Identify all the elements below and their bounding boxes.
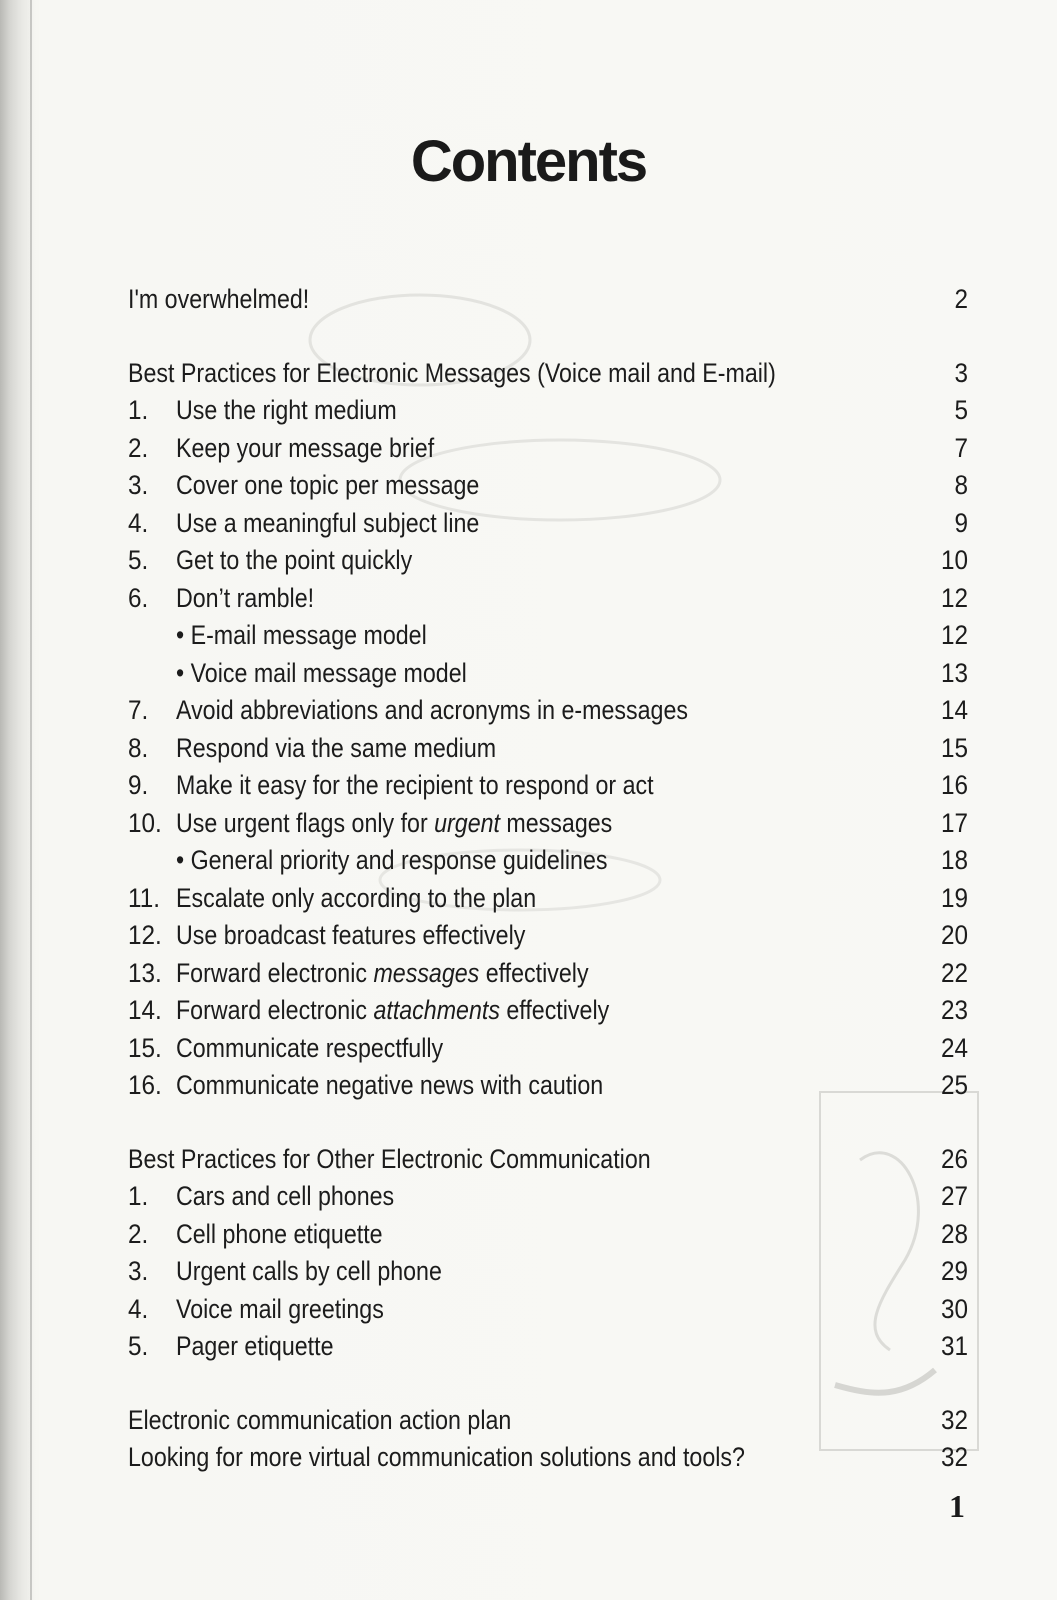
toc-entry-title: Pager etiquette bbox=[176, 1331, 334, 1361]
toc-entry-number bbox=[128, 955, 166, 993]
toc-page-number: 14 bbox=[940, 695, 968, 725]
toc-entry-title: Communicate negative news with caution bbox=[176, 1070, 604, 1100]
toc-page-number: 13 bbox=[940, 657, 968, 688]
toc-page-number: 23 bbox=[940, 995, 968, 1025]
toc-entry-number bbox=[128, 505, 151, 543]
toc-entry-title-part: effectively bbox=[479, 957, 589, 988]
toc-entry-number bbox=[128, 1030, 166, 1068]
toc-entry-number-text: 9. bbox=[128, 770, 149, 800]
page-title: Contents bbox=[410, 129, 647, 194]
toc-entry-title-emphasis: attachments bbox=[373, 995, 500, 1025]
toc-entry bbox=[128, 730, 968, 768]
book-spine bbox=[0, 0, 34, 1600]
toc-entry bbox=[128, 392, 968, 430]
toc-entry-number bbox=[128, 1291, 151, 1329]
toc-page-number: 26 bbox=[940, 1143, 968, 1174]
toc-entry-number bbox=[128, 1067, 166, 1105]
toc-section-heading bbox=[128, 281, 968, 319]
toc-entry-number-text: 15. bbox=[128, 1032, 162, 1063]
toc-entry bbox=[128, 542, 968, 580]
toc-entry-number-text: 1. bbox=[128, 395, 149, 425]
toc-entry-title: Cover one topic per message bbox=[176, 470, 480, 500]
toc-entry-title: Use the right medium bbox=[176, 395, 397, 425]
table-of-contents bbox=[128, 281, 968, 1477]
toc-entry bbox=[128, 467, 968, 505]
toc-entry-number-text: 14. bbox=[128, 995, 162, 1025]
toc-entry-number bbox=[128, 992, 166, 1030]
toc-page-number: 8 bbox=[954, 470, 968, 500]
toc-entry-title: Keep your message brief bbox=[176, 432, 435, 463]
toc-entry-number-text: 8. bbox=[128, 732, 149, 763]
toc-entry bbox=[128, 1216, 968, 1254]
toc-page-number: 19 bbox=[940, 882, 968, 913]
toc-page-number: 12 bbox=[940, 582, 968, 613]
toc-entry-number-text: 3. bbox=[128, 1256, 149, 1286]
toc-page-number: 7 bbox=[954, 432, 968, 463]
toc-entry-number bbox=[128, 542, 151, 580]
toc-entry-title: Make it easy for the recipient to respond or act bbox=[176, 770, 654, 800]
toc-page-number: 24 bbox=[940, 1032, 968, 1063]
toc-page-number: 27 bbox=[940, 1181, 968, 1211]
toc-entry-title: Cars and cell phones bbox=[176, 1181, 395, 1211]
toc-entry-title: • E-mail message model bbox=[176, 620, 427, 650]
toc-entry-title bbox=[176, 805, 612, 843]
toc-entry-number bbox=[128, 1253, 151, 1291]
toc-entry-number-text: 3. bbox=[128, 470, 149, 500]
toc-page-number: 12 bbox=[940, 620, 968, 650]
toc-entry-title: Best Practices for Electronic Messages (Voice mail and E-mail) bbox=[128, 357, 776, 388]
toc-page-number: 30 bbox=[940, 1293, 968, 1324]
toc-page-number: 31 bbox=[940, 1331, 968, 1361]
toc-entry bbox=[128, 767, 968, 805]
toc-entry-number bbox=[128, 805, 166, 843]
toc-entry-number-text: 12. bbox=[128, 920, 162, 950]
toc-section-heading bbox=[128, 355, 968, 393]
toc-entry-title: Use a meaningful subject line bbox=[176, 507, 480, 538]
toc-entry-number-text: 5. bbox=[128, 545, 149, 575]
toc-entry-number bbox=[128, 880, 164, 918]
toc-entry bbox=[128, 692, 968, 730]
toc-entry-number-text: 10. bbox=[128, 807, 162, 838]
toc-entry-number bbox=[128, 917, 166, 955]
toc-entry bbox=[128, 505, 968, 543]
toc-entry-number-text: 2. bbox=[128, 1218, 149, 1249]
section-gap bbox=[128, 1366, 968, 1402]
toc-entry-number bbox=[128, 392, 151, 430]
toc-entry-title-emphasis: urgent bbox=[434, 807, 500, 838]
toc-page-number: 18 bbox=[940, 845, 968, 875]
toc-page-number: 10 bbox=[940, 545, 968, 575]
toc-entry bbox=[128, 1253, 968, 1291]
toc-page-number: 29 bbox=[940, 1256, 968, 1286]
toc-entry-title: Best Practices for Other Electronic Communication bbox=[128, 1143, 651, 1174]
toc-entry-number-text: 13. bbox=[128, 957, 162, 988]
toc-entry bbox=[128, 1030, 968, 1068]
toc-entry-number-text: 5. bbox=[128, 1331, 149, 1361]
toc-page-number: 16 bbox=[940, 770, 968, 800]
toc-entry-title-part: messages bbox=[499, 807, 613, 838]
toc-entry-number-text: 1. bbox=[128, 1181, 149, 1211]
toc-entry-number-text: 2. bbox=[128, 432, 149, 463]
toc-section-heading bbox=[128, 1402, 968, 1440]
toc-entry-number bbox=[128, 692, 151, 730]
toc-entry-title: Avoid abbreviations and acronyms in e-messages bbox=[176, 695, 688, 725]
toc-entry-title-part: effectively bbox=[499, 995, 610, 1025]
toc-entry-title-part: Forward electronic bbox=[176, 995, 374, 1025]
toc-entry bbox=[128, 917, 968, 955]
toc-entry bbox=[128, 805, 968, 843]
toc-page-number: 9 bbox=[954, 507, 968, 538]
toc-entry bbox=[128, 1067, 968, 1105]
toc-entry-title: Escalate only according to the plan bbox=[176, 882, 537, 913]
toc-entry-number bbox=[128, 467, 151, 505]
toc-entry bbox=[128, 430, 968, 468]
toc-entry-title: • General priority and response guidelines bbox=[176, 845, 608, 875]
toc-entry-title bbox=[176, 955, 589, 993]
toc-entry-title: Looking for more virtual communication solutions and tools? bbox=[128, 1442, 745, 1472]
toc-entry-title-part: Forward electronic bbox=[176, 957, 374, 988]
toc-entry bbox=[128, 992, 968, 1030]
toc-entry-title: Communicate respectfully bbox=[176, 1032, 444, 1063]
toc-entry-number bbox=[128, 1328, 151, 1366]
toc-entry-number-text: 11. bbox=[128, 882, 160, 913]
toc-page-number: 25 bbox=[940, 1070, 968, 1100]
toc-entry-number-text: 7. bbox=[128, 695, 149, 725]
toc-entry-title: I'm overwhelmed! bbox=[128, 284, 310, 314]
toc-page-number: 17 bbox=[940, 807, 968, 838]
toc-section-heading bbox=[128, 1141, 968, 1179]
toc-entry-title: Use broadcast features effectively bbox=[176, 920, 526, 950]
toc-page-number: 20 bbox=[940, 920, 968, 950]
toc-page-number: 3 bbox=[954, 357, 968, 388]
toc-entry bbox=[128, 1328, 968, 1366]
toc-entry bbox=[128, 1178, 968, 1216]
toc-subentry bbox=[128, 617, 968, 655]
toc-entry-number bbox=[128, 1178, 151, 1216]
section-gap bbox=[128, 1105, 968, 1141]
toc-subentry bbox=[128, 655, 968, 693]
toc-entry-number bbox=[128, 430, 151, 468]
toc-page-number: 2 bbox=[954, 284, 968, 314]
toc-subentry bbox=[128, 842, 968, 880]
toc-entry-title: Electronic communication action plan bbox=[128, 1404, 512, 1435]
toc-page-number: 15 bbox=[940, 732, 968, 763]
toc-section-heading bbox=[128, 1439, 968, 1477]
toc-entry-number-text: 6. bbox=[128, 582, 149, 613]
page-number: 1 bbox=[949, 1488, 965, 1524]
toc-page-number: 32 bbox=[940, 1404, 968, 1435]
section-gap bbox=[128, 319, 968, 355]
toc-entry bbox=[128, 955, 968, 993]
toc-entry-title: Get to the point quickly bbox=[176, 545, 413, 575]
toc-entry-number-text: 4. bbox=[128, 507, 149, 538]
toc-entry-title: Don’t ramble! bbox=[176, 582, 315, 613]
toc-entry-title: Voice mail greetings bbox=[176, 1293, 384, 1324]
toc-entry bbox=[128, 1291, 968, 1329]
toc-entry-number bbox=[128, 767, 151, 805]
toc-entry-title bbox=[176, 992, 609, 1030]
toc-page-number: 28 bbox=[940, 1218, 968, 1249]
toc-entry-title: Urgent calls by cell phone bbox=[176, 1256, 442, 1286]
toc-entry-number-text: 16. bbox=[128, 1070, 162, 1100]
toc-entry-number-text: 4. bbox=[128, 1293, 149, 1324]
toc-entry-number bbox=[128, 580, 151, 618]
toc-entry-title: Cell phone etiquette bbox=[176, 1218, 383, 1249]
toc-entry bbox=[128, 580, 968, 618]
toc-entry-title-emphasis: messages bbox=[373, 957, 480, 988]
toc-page-number: 5 bbox=[954, 395, 968, 425]
toc-page-number: 32 bbox=[940, 1442, 968, 1472]
spine-fold-line bbox=[30, 0, 32, 1600]
toc-page-number: 22 bbox=[940, 957, 968, 988]
toc-entry-title-part: Use urgent flags only for bbox=[176, 807, 435, 838]
toc-entry bbox=[128, 880, 968, 918]
toc-entry-number bbox=[128, 1216, 151, 1254]
toc-entry-title: Respond via the same medium bbox=[176, 732, 497, 763]
toc-entry-number bbox=[128, 730, 151, 768]
toc-entry-title: • Voice mail message model bbox=[176, 657, 467, 688]
